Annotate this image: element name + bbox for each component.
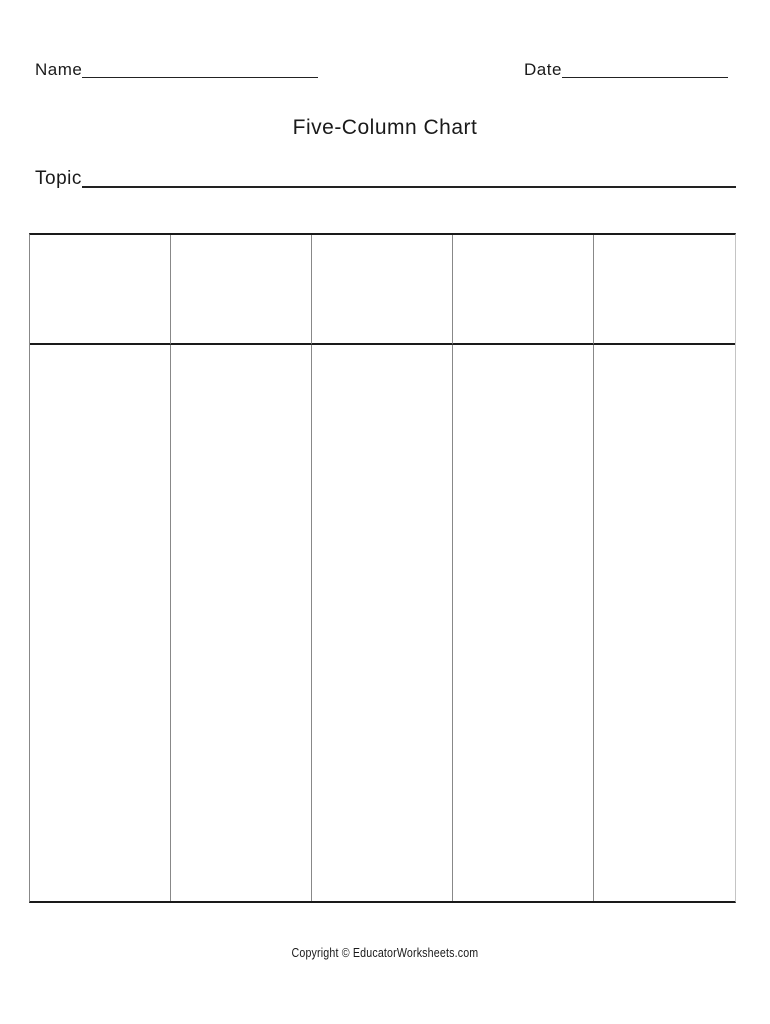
table-body-cell-3[interactable] (312, 345, 453, 901)
table-header-cell-3[interactable] (312, 235, 453, 345)
table-body-cell-4[interactable] (453, 345, 594, 901)
topic-field-row (35, 169, 736, 190)
table-body-cell-5[interactable] (594, 345, 735, 901)
footer (0, 945, 770, 960)
table-header-cell-2[interactable] (171, 235, 312, 345)
name-field-row (35, 61, 318, 80)
date-field-row (524, 61, 728, 80)
topic-blank-line[interactable] (82, 186, 736, 188)
table-header-cell-1[interactable] (30, 235, 171, 345)
table-header-cell-4[interactable] (453, 235, 594, 345)
table-header-cell-5[interactable] (594, 235, 735, 345)
copyright-text: Copyright © EducatorWorksheets.com (291, 945, 479, 960)
topic-label: Topic (35, 168, 82, 189)
table-body-cell-2[interactable] (171, 345, 312, 901)
table-body-cell-1[interactable] (30, 345, 171, 901)
five-column-table (29, 233, 736, 903)
name-blank-line[interactable] (82, 77, 318, 78)
name-label: Name (35, 60, 83, 79)
date-label: Date (524, 60, 562, 79)
date-blank-line[interactable] (562, 77, 728, 78)
page-title: Five-Column Chart (292, 116, 478, 139)
